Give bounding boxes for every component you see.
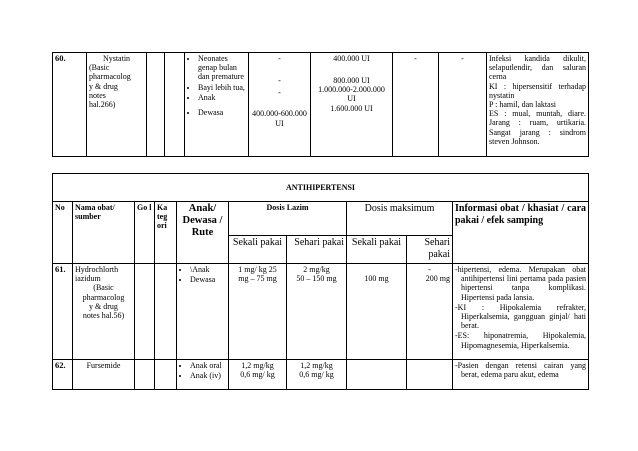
section-title-row — [53, 174, 589, 202]
header-max-daily: Sehari pakai — [407, 236, 453, 264]
kategori-cell — [155, 360, 177, 390]
group-cell: • Neonates genap bulan dan premature • Bayi lebih tua, • Anak • Dewasa — [185, 53, 249, 157]
kategori-cell — [155, 264, 177, 360]
dose-single-cell: - - - 400.000-600.000 UI — [249, 53, 311, 157]
header-group: Anak/ Dewasa / Rute — [177, 202, 229, 264]
gol-cell — [147, 53, 165, 157]
info-cell — [453, 360, 589, 390]
max-daily-cell: - 200 mg — [407, 264, 453, 360]
group-cell: • Anak oral • Anak (iv) — [177, 360, 229, 390]
row-number: 61. — [53, 264, 73, 360]
header-kategori: Ka teg ori — [155, 202, 177, 264]
dose-single-cell: 1,2 mg/kg 0,6 mg/ kg — [229, 360, 287, 390]
drug-name: Nystatin (Basic pharmacolog y & drug notes hal.266) — [87, 53, 147, 157]
header-single: Sekali pakai — [229, 236, 287, 264]
header-max: Dosis maksimum — [347, 202, 453, 236]
dose-daily-cell: 2 mg/kg 50 – 150 mg — [287, 264, 347, 360]
gol-cell — [135, 264, 155, 360]
section-title: ANTIHIPERTENSI — [53, 174, 589, 202]
list-item: -Pasien dengan retensi cairan yang berat, edema paru akut, edema — [455, 361, 587, 380]
header-dose: Dosis Lazim — [229, 202, 347, 236]
max-single-cell — [347, 360, 407, 390]
group-cell: • \Anak • Dewasa — [177, 264, 229, 360]
dose-daily-cell: 400.000 UI 800.000 UI 1.000.000-2.000.000 UI 1.600.000 UI — [311, 53, 393, 157]
header-no: No — [53, 202, 73, 264]
header-gol: Go l — [135, 202, 155, 264]
header-info: Informasi obat / khasiat / cara pakai / efek samping — [453, 202, 589, 264]
drug-name: Hydrochlorth iazidum (Basic pharmacolog y & drug notes hal.56) — [73, 264, 135, 360]
kategori-cell — [165, 53, 185, 157]
table-row — [53, 264, 589, 360]
dose-daily-cell: 1,2 mg/kg 0,6 mg/ kg — [287, 360, 347, 390]
list-item: -KI : Hipokalemia refrakter, Hiperkalsemia, gangguan ginjal/ hati berat. — [455, 302, 587, 331]
table-row — [53, 53, 589, 157]
info-cell: Infeksi kandida dikulit, selaputlendir, dan saluran cerna KI : hipersensitif terhadap nystatin P : hamil, dan laktasi ES : mual, muntah, diare. Jarang : ruam, urtikaria. Sangat jarang : sindrom steven Johnson. — [487, 53, 589, 157]
table-row — [53, 360, 589, 390]
max-daily-cell: - — [439, 53, 487, 157]
max-daily-cell — [407, 360, 453, 390]
row-number: 60. — [53, 53, 87, 157]
gol-cell — [135, 360, 155, 390]
header-drug: Nama obat/ sumber — [73, 202, 135, 264]
list-item: -ES: hiponatremia, Hipokalemia, Hipomagnesemia, Hiperkalsemia. — [455, 331, 587, 350]
header-daily: Sehari pakai — [287, 236, 347, 264]
info-cell — [453, 264, 589, 360]
dose-single-cell: 1 mg/ kg 25 mg – 75 mg — [229, 264, 287, 360]
drug-name: Fursemide — [73, 360, 135, 390]
drug-table-top — [52, 52, 589, 157]
header-row — [53, 202, 589, 236]
drug-table-antihipertensi — [52, 173, 589, 390]
max-single-cell: 100 mg — [347, 264, 407, 360]
header-max-single: Sekali pakai — [347, 236, 407, 264]
list-item: -hipertensi, edema. Merupakan obat antihipertensi lini pertama pada pasien hipertensi tanpa komplikasi. Hipertensi pada lansia. — [455, 265, 587, 302]
max-single-cell: - — [393, 53, 439, 157]
row-number: 62. — [53, 360, 73, 390]
